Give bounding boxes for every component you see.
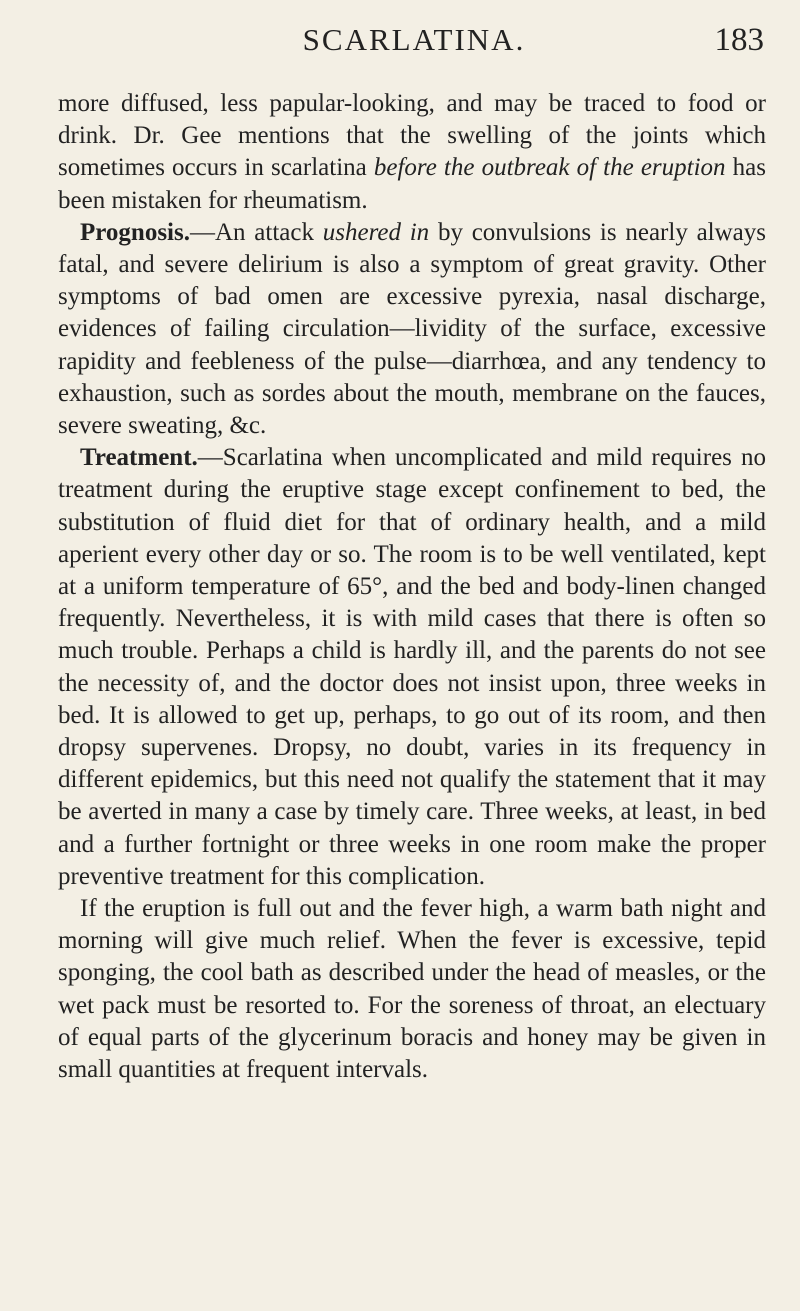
paragraph-eruption: If the eruption is full out and the fever high, a warm bath night and morning will give much relief. When the fever is excessive, tepid sponging, the cool bath as described under the head of measles, or the wet pack must be resorted to. For the soreness of throat, an electuary of equal parts of the glycerinum boracis and honey may be given in small quantities at frequent intervals. bbox=[58, 895, 766, 1084]
p1-italic-phrase: before the outbreak of the eruption bbox=[373, 154, 726, 182]
p2-italic-phrase: ushered in bbox=[322, 218, 430, 246]
p2-text-c: by convulsions is nearly always fatal, and severe delirium is also a symptom of great gravity. Other symptoms of bad omen are excessive pyrexia, nasal discharge, evidences of failing circulation—lividity of the surface, excessive rapidity and feebleness of the pulse—diarrhœa, and any tendency to exhaustion, such as sordes about the mouth, membrane on the fauces, severe sweating, &c. bbox=[58, 218, 767, 440]
paragraph-continuation bbox=[58, 88, 766, 217]
p1-text-c: has been mistaken for rheumatism. bbox=[58, 154, 767, 214]
running-title: SCARLATINA. bbox=[302, 22, 526, 57]
p1-text-a: more diffused, less papular-looking, and may be traced to food or drink. Dr. Gee mentions that the swelling of the joints which sometimes occurs in scarlatina bbox=[58, 90, 766, 182]
prognosis-heading: Prognosis. bbox=[80, 218, 190, 246]
paragraph-treatment bbox=[58, 442, 766, 893]
body-text bbox=[58, 88, 766, 1086]
paragraph-prognosis bbox=[58, 217, 766, 442]
treatment-heading: Treatment. bbox=[80, 444, 198, 472]
p3-text: —Scarlatina when uncomplicated and mild requires no treatment during the eruptive stage except confinement to bed, the substitution of fluid diet for that of ordinary health, and a mild aperient every other day or so. The room is to be well ventilated, kept at a uniform temperature of 65°, and the bed and body-linen changed frequently. Nevertheless, it is with mild cases that there is often so much trouble. Perhaps a child is hardly ill, and the parents do not see the necessity of, and the doctor does not insist upon, three weeks in bed. It is allowed to get up, perhaps, to go out of its room, and then dropsy supervenes. Dropsy, no doubt, varies in its frequency in different epidemics, but this need not qualify the statement that it may be averted in many a case by timely care. Three weeks, at least, in bed and a further fortnight or three weeks in one room make the proper preventive treatment for this complication. bbox=[58, 444, 766, 890]
running-head bbox=[64, 22, 764, 66]
page-number: 183 bbox=[714, 22, 764, 58]
p2-text-a: —An attack bbox=[189, 218, 323, 246]
